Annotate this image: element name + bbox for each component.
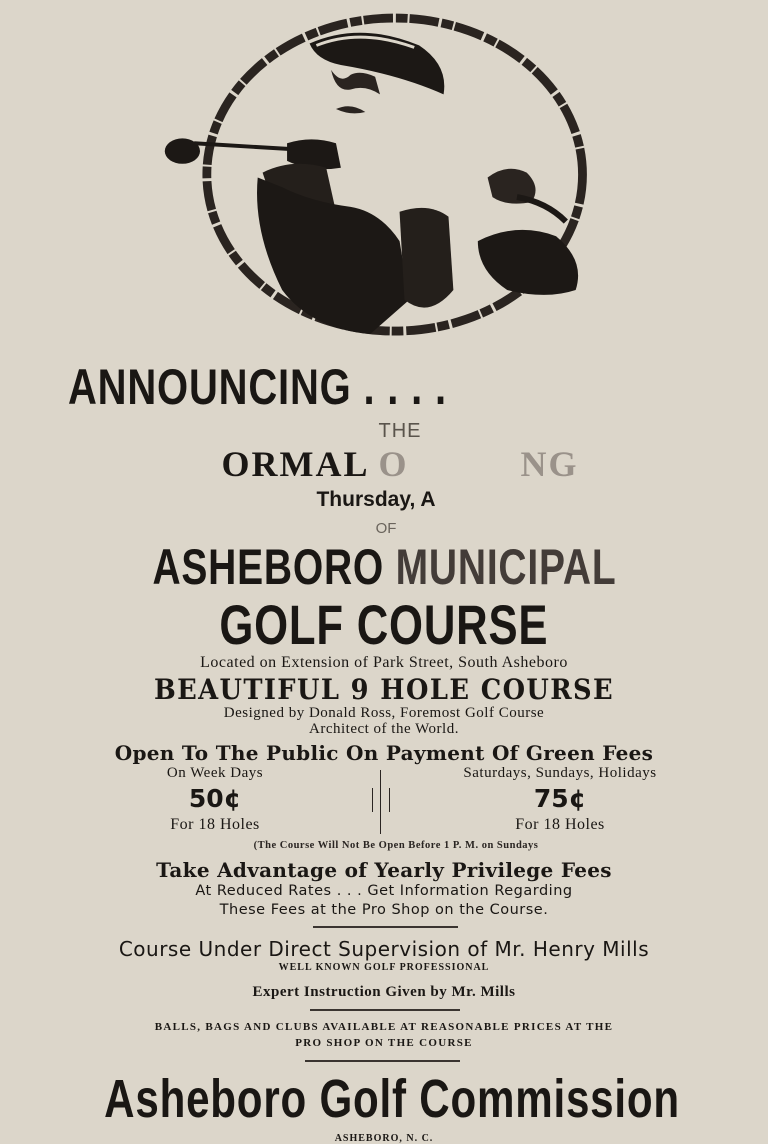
fee-divider-left bbox=[372, 788, 373, 812]
weekday-label: On Week Days bbox=[166, 765, 264, 781]
course-type-heading: BEAUTIFUL 9 HOLE COURSE bbox=[153, 673, 615, 706]
designer-text bbox=[0, 705, 768, 737]
pro-shop-line-1: BALLS, BAGS AND CLUBS AVAILABLE AT REASONABLE PRICES AT THE bbox=[154, 1021, 614, 1033]
divider-rule bbox=[313, 926, 458, 928]
footer-location: ASHEBORO, N. C. bbox=[334, 1133, 434, 1144]
formal-end-text: NG bbox=[520, 444, 579, 484]
location-text: Located on Extension of Park Street, South Asheboro bbox=[200, 654, 568, 671]
of-label: OF bbox=[375, 520, 397, 537]
pro-shop-text bbox=[0, 1019, 768, 1051]
privilege-text bbox=[0, 882, 768, 920]
title-line-2 bbox=[0, 592, 768, 658]
privilege-heading: Take Advantage of Yearly Privilege Fees bbox=[156, 858, 612, 882]
weekday-fee-column bbox=[130, 765, 300, 834]
supervision-subtitle: WELL KNOWN GOLF PROFESSIONAL bbox=[278, 962, 490, 973]
sunday-note: (The Course Will Not Be Open Before 1 P. M. on Sundays bbox=[253, 840, 539, 851]
formal-faded-text: O bbox=[378, 444, 409, 484]
date-line: Thursday, A bbox=[316, 488, 436, 511]
designer-line-1: Designed by Donald Ross, Foremost Golf Course bbox=[223, 705, 545, 721]
title-asheboro: ASHEBORO bbox=[151, 539, 384, 595]
announcing-text: ANNOUNCING . . . . bbox=[68, 359, 447, 415]
supervision-heading: Course Under Direct Supervision of Mr. Henry Mills bbox=[118, 937, 650, 961]
instruction-text: Expert Instruction Given by Mr. Mills bbox=[252, 984, 516, 1000]
title-golf-course: GOLF COURSE bbox=[219, 593, 549, 656]
fee-divider bbox=[380, 770, 381, 834]
privilege-line-1: At Reduced Rates . . . Get Information Regarding bbox=[195, 883, 573, 899]
title-line-1 bbox=[0, 538, 768, 596]
weekday-holes: For 18 Holes bbox=[170, 816, 260, 833]
sponsor-heading bbox=[8, 1068, 768, 1130]
weekend-label: Saturdays, Sundays, Holidays bbox=[463, 765, 657, 781]
weekend-holes: For 18 Holes bbox=[515, 816, 605, 833]
title-municipal: MUNICIPAL bbox=[395, 539, 616, 595]
weekday-price: 50¢ bbox=[188, 784, 242, 813]
announcing-headline bbox=[68, 358, 542, 416]
sponsor-name: Asheboro Golf Commission bbox=[104, 1069, 680, 1129]
weekend-fee-column bbox=[420, 765, 700, 834]
formal-opening-headline bbox=[16, 443, 768, 485]
formal-text: ORMAL bbox=[221, 444, 368, 484]
privilege-line-2: These Fees at the Pro Shop on the Course. bbox=[219, 902, 549, 918]
pro-shop-line-2: PRO SHOP ON THE COURSE bbox=[295, 1037, 473, 1049]
title-line-1-inner bbox=[152, 538, 616, 596]
divider-rule bbox=[310, 1009, 460, 1011]
weekend-price: 75¢ bbox=[533, 784, 587, 813]
divider-rule bbox=[305, 1060, 460, 1062]
fee-divider-right bbox=[389, 788, 390, 812]
green-fees-heading: Open To The Public On Payment Of Green Fees bbox=[114, 741, 654, 765]
designer-line-2: Architect of the World. bbox=[309, 721, 459, 737]
the-label: THE bbox=[378, 420, 422, 442]
golfer-illustration-icon bbox=[155, 5, 605, 350]
